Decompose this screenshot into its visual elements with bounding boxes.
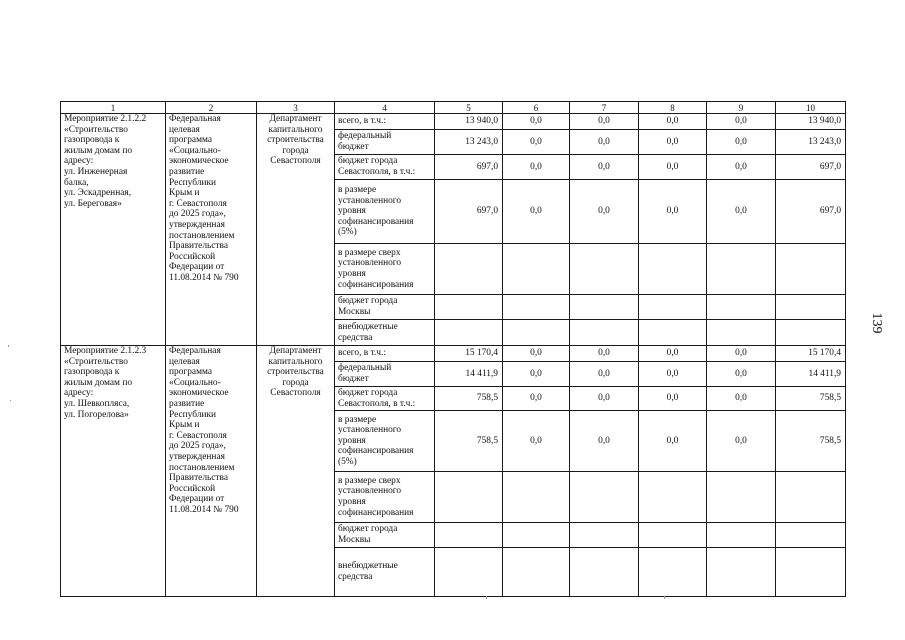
- event-name: Мероприятие 2.1.2.2 «Строительство газопровода к жилым домам по адресу: ул. Инженерная балка, ул. Эскадренная, ул. Береговая»: [61, 114, 166, 346]
- amount-cell: 697,0: [435, 155, 503, 180]
- amount-cell: [707, 472, 776, 523]
- executor-name: Департамент капитального строительства города Севастополя: [257, 114, 335, 346]
- amount-cell: 0,0: [707, 362, 776, 387]
- column-number-row: [61, 102, 846, 114]
- amount-cell: 758,5: [435, 411, 503, 472]
- amount-cell: [435, 244, 503, 295]
- amount-cell: [570, 244, 639, 295]
- scan-speck: [664, 596, 665, 599]
- amount-cell: [639, 472, 707, 523]
- column-number: 8: [639, 102, 707, 114]
- amount-cell: 0,0: [639, 180, 707, 244]
- amount-cell: [776, 472, 846, 523]
- amount-cell: [503, 472, 570, 523]
- scan-speck: [8, 345, 9, 347]
- column-number: 10: [776, 102, 846, 114]
- amount-cell: 0,0: [639, 362, 707, 387]
- amount-cell: [435, 523, 503, 548]
- amount-cell: [435, 472, 503, 523]
- funding-source: бюджет города Севастополя, в т.ч.:: [335, 387, 435, 411]
- column-number: 4: [335, 102, 435, 114]
- funding-source: внебюджетные средства: [335, 320, 435, 346]
- funding-source: в размере установленного уровня софинансирования (5%): [335, 411, 435, 472]
- amount-cell: 0,0: [570, 130, 639, 155]
- measure-block: [61, 114, 846, 346]
- amount-cell: 697,0: [435, 180, 503, 244]
- amount-cell: 14 411,9: [776, 362, 846, 387]
- amount-cell: 0,0: [570, 155, 639, 180]
- event-name: Мероприятие 2.1.2.3 «Строительство газопровода к жилым домам по адресу: ул. Шевкопляса, ул. Погорелова»: [61, 346, 166, 597]
- amount-cell: 0,0: [707, 411, 776, 472]
- amount-cell: 758,5: [776, 387, 846, 411]
- funding-source: в размере установленного уровня софинансирования (5%): [335, 180, 435, 244]
- amount-cell: 0,0: [707, 155, 776, 180]
- scan-speck: [10, 400, 11, 401]
- amount-cell: [435, 548, 503, 597]
- amount-cell: 0,0: [707, 114, 776, 130]
- program-name: Федеральная целевая программа «Социально- экономическое развитие Республики Крым и г. Севастополя до 2025 года», утвержденная постановлением Правительства Российской Федерации от 11.08.2014 № 790: [166, 346, 257, 597]
- scan-speck: [486, 596, 487, 599]
- amount-cell: 0,0: [503, 411, 570, 472]
- funding-source: бюджет города Москвы: [335, 523, 435, 548]
- table-row: [61, 114, 846, 130]
- amount-cell: 0,0: [503, 387, 570, 411]
- column-number: 3: [257, 102, 335, 114]
- amount-cell: [776, 295, 846, 320]
- funding-source: в размере сверх установленного уровня софинансирования: [335, 472, 435, 523]
- amount-cell: [435, 320, 503, 346]
- amount-cell: 0,0: [503, 130, 570, 155]
- amount-cell: 697,0: [776, 155, 846, 180]
- executor-name: Департамент капитального строительства города Севастополя: [257, 346, 335, 597]
- amount-cell: [639, 295, 707, 320]
- amount-cell: [776, 244, 846, 295]
- amount-cell: 0,0: [503, 155, 570, 180]
- column-number: 7: [570, 102, 639, 114]
- amount-cell: [503, 320, 570, 346]
- amount-cell: [570, 548, 639, 597]
- amount-cell: 758,5: [435, 387, 503, 411]
- amount-cell: [639, 548, 707, 597]
- amount-cell: [570, 472, 639, 523]
- column-number: 6: [503, 102, 570, 114]
- amount-cell: 13 940,0: [776, 114, 846, 130]
- amount-cell: [707, 244, 776, 295]
- amount-cell: 0,0: [503, 346, 570, 362]
- amount-cell: [639, 320, 707, 346]
- amount-cell: 0,0: [503, 114, 570, 130]
- amount-cell: [503, 244, 570, 295]
- amount-cell: 0,0: [707, 387, 776, 411]
- amount-cell: 0,0: [639, 130, 707, 155]
- amount-cell: 0,0: [639, 346, 707, 362]
- amount-cell: [503, 295, 570, 320]
- amount-cell: 15 170,4: [776, 346, 846, 362]
- table-row: [61, 346, 846, 362]
- column-number: 5: [435, 102, 503, 114]
- amount-cell: [503, 548, 570, 597]
- amount-cell: 13 243,0: [435, 130, 503, 155]
- amount-cell: 0,0: [639, 411, 707, 472]
- funding-source: бюджет города Москвы: [335, 295, 435, 320]
- amount-cell: [503, 523, 570, 548]
- amount-cell: [570, 320, 639, 346]
- program-name: Федеральная целевая программа «Социально- экономическое развитие Республики Крым и г. Севастополя до 2025 года», утвержденная постановлением Правительства Российской Федерации от 11.08.2014 № 790: [166, 114, 257, 346]
- amount-cell: 0,0: [707, 346, 776, 362]
- amount-cell: 0,0: [570, 411, 639, 472]
- page-number: 139: [869, 312, 884, 334]
- amount-cell: 0,0: [707, 130, 776, 155]
- amount-cell: 0,0: [570, 346, 639, 362]
- funding-source: в размере сверх установленного уровня софинансирования: [335, 244, 435, 295]
- amount-cell: [776, 548, 846, 597]
- amount-cell: [776, 320, 846, 346]
- amount-cell: [570, 295, 639, 320]
- measure-block: [61, 346, 846, 597]
- funding-source: федеральный бюджет: [335, 130, 435, 155]
- amount-cell: [707, 523, 776, 548]
- column-number: 1: [61, 102, 166, 114]
- column-number: 9: [707, 102, 776, 114]
- amount-cell: 0,0: [503, 362, 570, 387]
- amount-cell: [570, 523, 639, 548]
- column-number: 2: [166, 102, 257, 114]
- amount-cell: [707, 295, 776, 320]
- amount-cell: 15 170,4: [435, 346, 503, 362]
- amount-cell: 0,0: [639, 387, 707, 411]
- amount-cell: 0,0: [707, 180, 776, 244]
- amount-cell: [707, 320, 776, 346]
- funding-source: всего, в т.ч.:: [335, 346, 435, 362]
- amount-cell: [639, 244, 707, 295]
- amount-cell: [776, 523, 846, 548]
- funding-source: федеральный бюджет: [335, 362, 435, 387]
- amount-cell: 0,0: [639, 155, 707, 180]
- amount-cell: 0,0: [570, 387, 639, 411]
- amount-cell: 13 940,0: [435, 114, 503, 130]
- funding-source: всего, в т.ч.:: [335, 114, 435, 130]
- amount-cell: [435, 295, 503, 320]
- amount-cell: 0,0: [570, 180, 639, 244]
- funding-table: [60, 101, 846, 597]
- amount-cell: 0,0: [570, 362, 639, 387]
- amount-cell: 0,0: [570, 114, 639, 130]
- amount-cell: 13 243,0: [776, 130, 846, 155]
- funding-source: внебюджетные средства: [335, 548, 435, 597]
- funding-source: бюджет города Севастополя, в т.ч.:: [335, 155, 435, 180]
- amount-cell: 0,0: [639, 114, 707, 130]
- amount-cell: 0,0: [503, 180, 570, 244]
- amount-cell: [707, 548, 776, 597]
- amount-cell: 697,0: [776, 180, 846, 244]
- amount-cell: 758,5: [776, 411, 846, 472]
- amount-cell: [639, 523, 707, 548]
- amount-cell: 14 411,9: [435, 362, 503, 387]
